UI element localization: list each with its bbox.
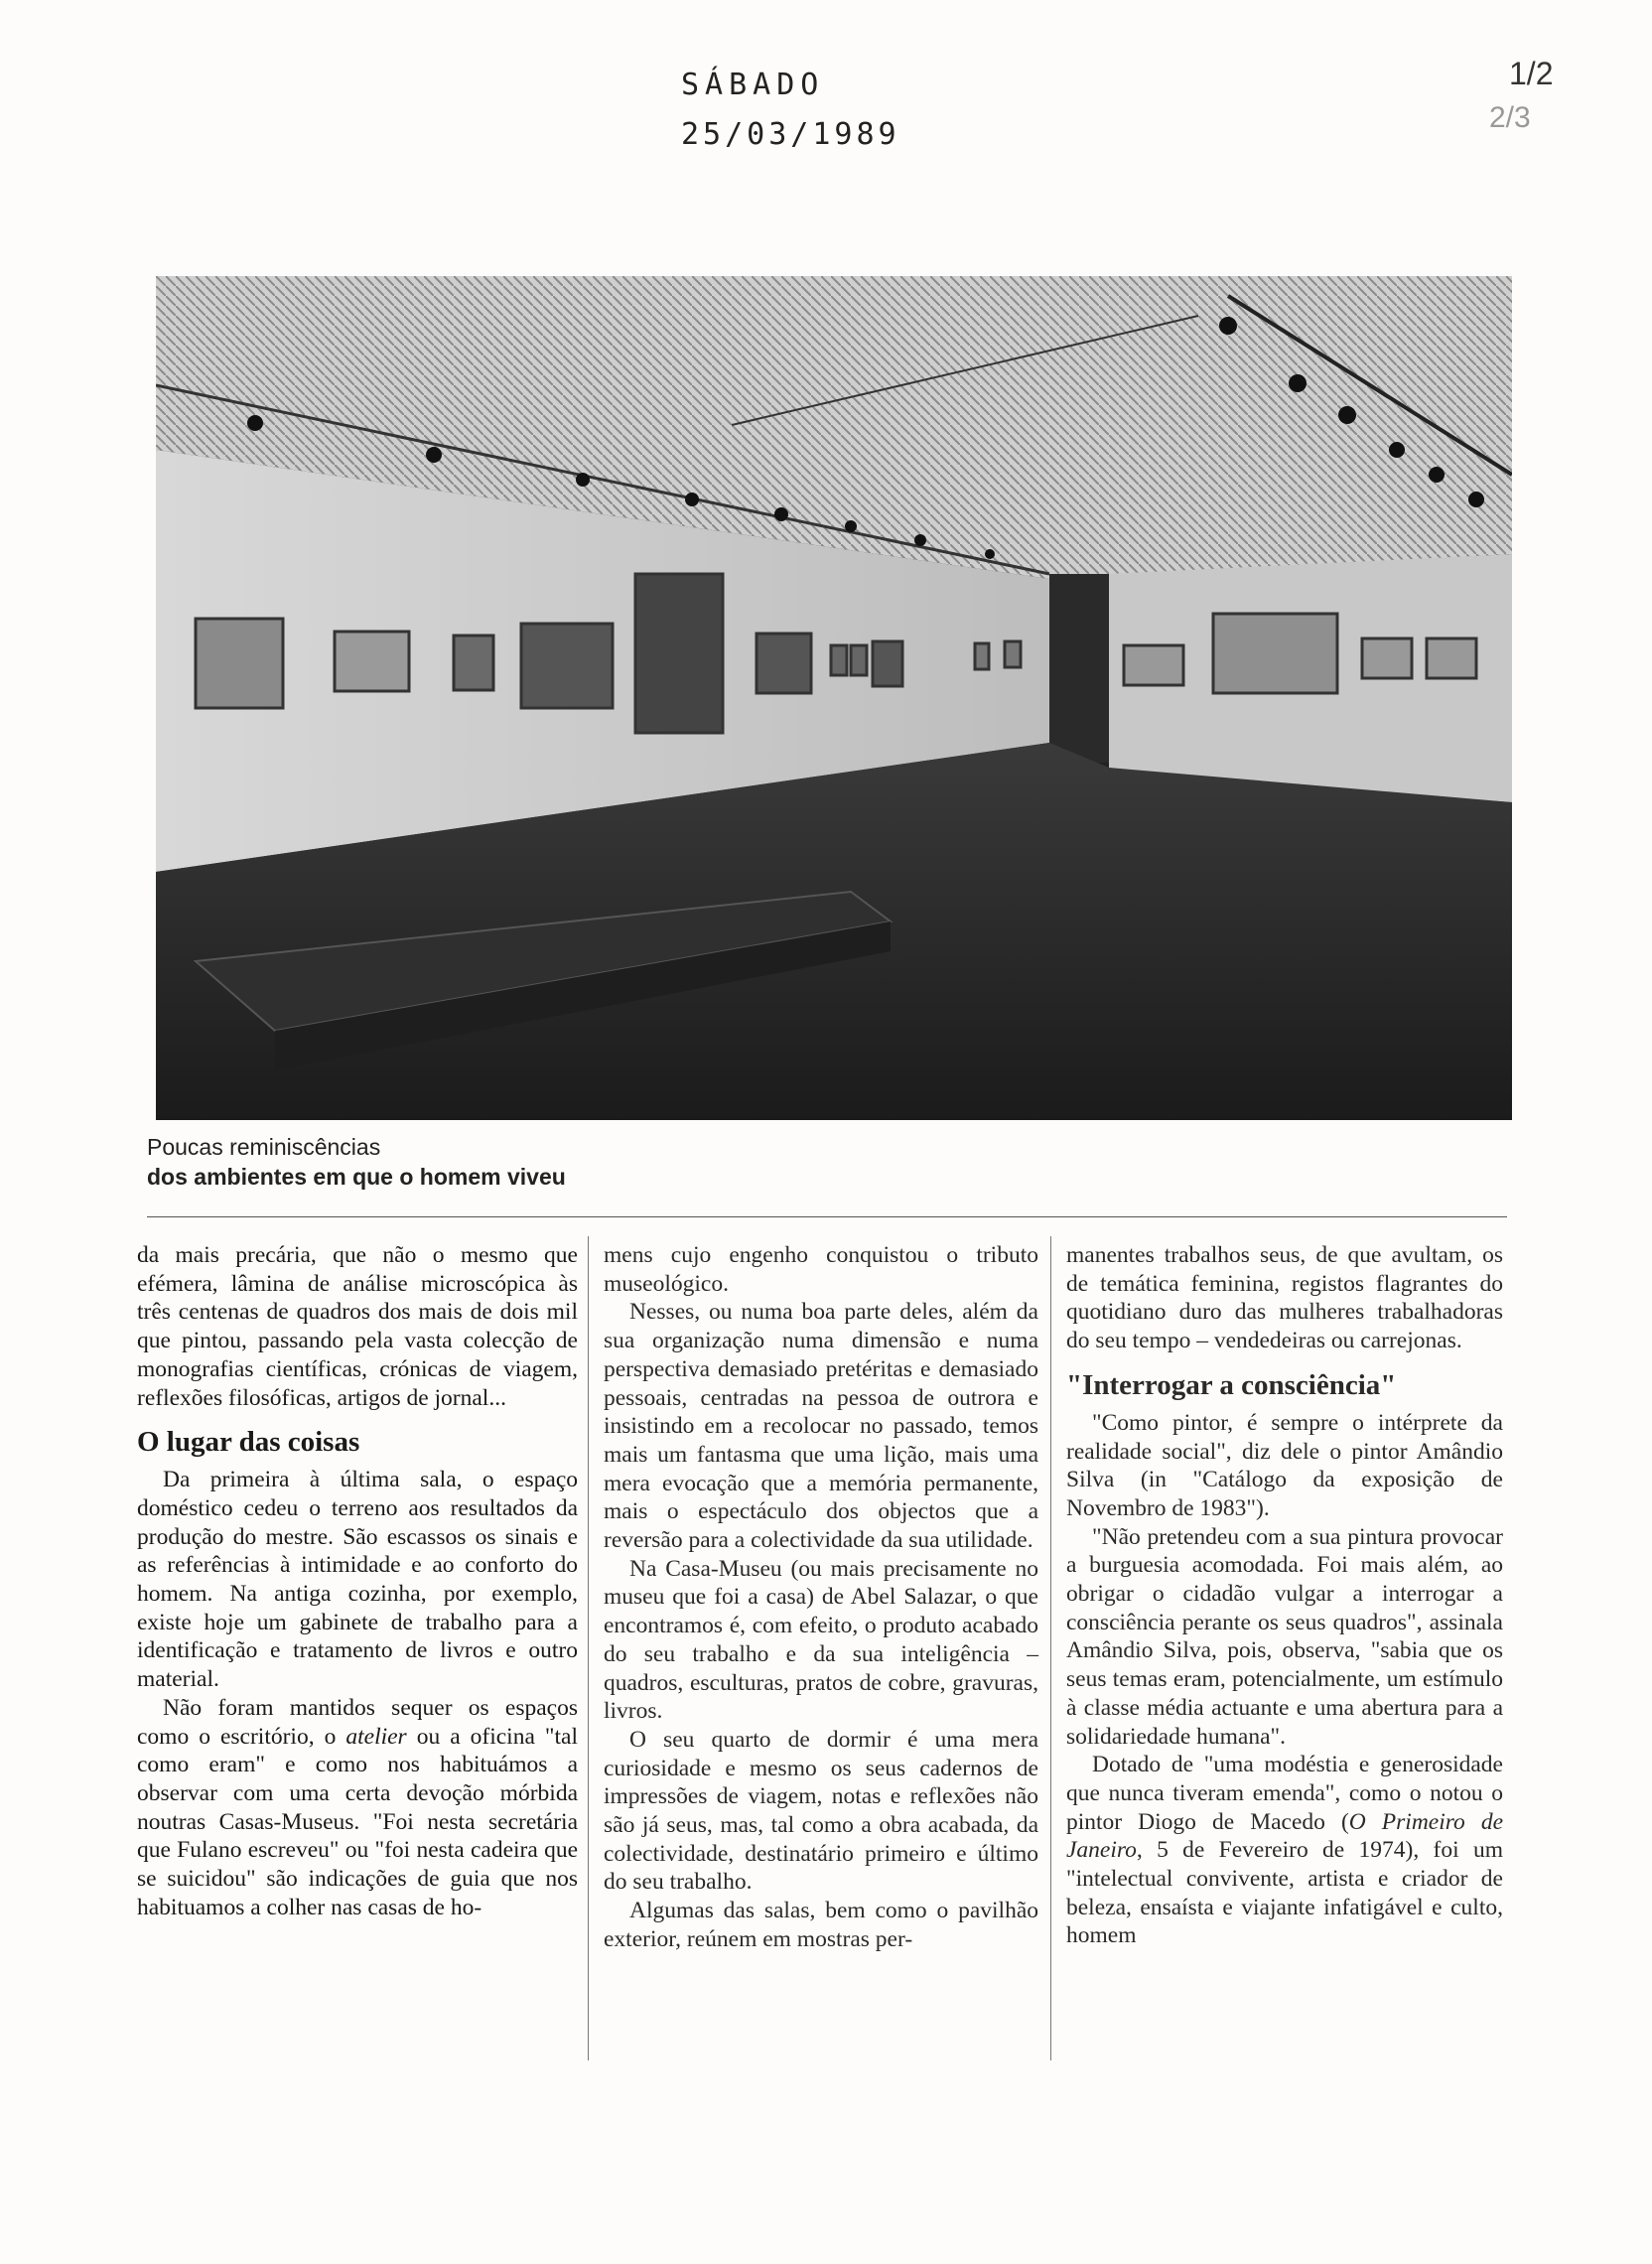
article-column-2: [604, 1241, 1038, 1954]
text-run: Dotado de "uma modéstia e generosidade que nunca tiveram emenda", como o notou o pintor Diogo de Macedo (: [1066, 1752, 1503, 1835]
text-run: ou a oficina "tal como eram" e como nos habituámos a observar com uma certa devoção mórbida noutras Casas-Museus. "Foi nesta secretária que Fulano escreveu" ou "foi nesta cadeira que se suicidou" são indicações de guia que nos habituamos a colher nas casas de ho-: [137, 1723, 578, 1920]
page-number-alt: 2/3: [1489, 101, 1531, 134]
column-divider: [588, 1236, 589, 2060]
paragraph: Da primeira à última sala, o espaço doméstico cedeu o terreno aos resultados da produção do mestre. São escassos os sinais e as referências à intimidade e ao conforto do homem. Na antiga cozinha, por exemplo, existe hoje um gabinete de trabalho para a identificação e tratamento de livros e outro material.: [137, 1467, 578, 1693]
paragraph: "Não pretendeu com a sua pintura provocar a burguesia acomodada. Foi mais além, ao obrigar o cidadão vulgar a interrogar a consciência perante os seus quadros", assinala Amândio Silva, pois, observa, "sabia que os seus temas eram, potencialmente, um estímulo à classe média actuante e uma abertura para a solidariedade humana".: [1066, 1523, 1503, 1750]
paragraph: "Como pintor, é sempre o intérprete da realidade social", diz dele o pintor Amândio Silva (in "Catálogo da exposição de Novembro de 1983").: [1066, 1409, 1503, 1521]
article-column-3: [1066, 1241, 1503, 1950]
paragraph: da mais precária, que não o mesmo que efémera, lâmina de análise microscópica às três centenas de quadros dos mais de dois mil que pintou, passando pela vasta colecção de monografias científicas, crónicas de viagem, reflexões filosóficas, artigos de jornal...: [137, 1242, 578, 1411]
caption-line-1: Poucas reminiscências: [147, 1134, 381, 1160]
paragraph: Na Casa-Museu (ou mais precisamente no museu que foi a casa) de Abel Salazar, o que encontramos é, com efeito, o produto acabado do seu trabalho e da sua inteligência – quadros, esculturas, pratos de cobre, gravuras, livros.: [604, 1555, 1038, 1725]
text-run: Não foram mantidos sequer os espaços como o escritório, o: [137, 1694, 578, 1750]
paragraph: [137, 1694, 578, 1922]
italic-term: atelier: [345, 1723, 407, 1750]
photo-caption: [147, 1132, 604, 1192]
caption-line-2: dos ambientes em que o homem viveu: [147, 1164, 566, 1190]
divider-rule: [147, 1216, 1507, 1217]
gallery-photo: [156, 276, 1512, 1120]
page-number: 1/2: [1509, 56, 1554, 91]
paragraph: manentes trabalhos seus, de que avultam, os de temática feminina, registos flagrantes do quotidiano duro das mulheres trabalhadoras do seu tempo – vendedeiras ou carrejonas.: [1066, 1242, 1503, 1354]
paragraph: O seu quarto de dormir é uma mera curiosidade e mesmo os seus cadernos de impressões de viagem, notas e reflexões não são já seus, mas, tal como a obra acabada, da colectividade, destinatário primeiro e último do seu trabalho.: [604, 1726, 1038, 1896]
paragraph: Nesses, ou numa boa parte deles, além da sua organização numa dimensão e numa perspectiva demasiado pretéritas e demasiado pessoais, centradas na pessoa de outrora e insistindo em a recolocar no passado, temos mais um fantasma que uma lição, mais uma mera evocação que a memória permanente, mais o espectáculo dos objectos que a reversão para a colectividade da sua utilidade.: [604, 1299, 1038, 1554]
publication-date: 25/03/1989: [681, 117, 900, 152]
column-divider: [1050, 1236, 1051, 2060]
italic-term: O Primeiro de Janeiro: [1066, 1808, 1503, 1864]
publication-name: SÁBADO: [681, 68, 825, 102]
paragraph: Algumas das salas, bem como o pavilhão exterior, reúnem em mostras per-: [604, 1898, 1038, 1952]
text-run: , 5 de Fevereiro de 1974), foi um "intelectual convivente, artista e criador de beleza, ensaísta e viajante infatigável e culto, homem: [1066, 1837, 1503, 1949]
paragraph: mens cujo engenho conquistou o tributo museológico.: [604, 1242, 1038, 1297]
section-heading: "Interrogar a consciência": [1066, 1368, 1397, 1401]
section-heading: O lugar das coisas: [137, 1426, 360, 1459]
paragraph: [1066, 1751, 1503, 1950]
article-column-1: [137, 1241, 578, 1921]
